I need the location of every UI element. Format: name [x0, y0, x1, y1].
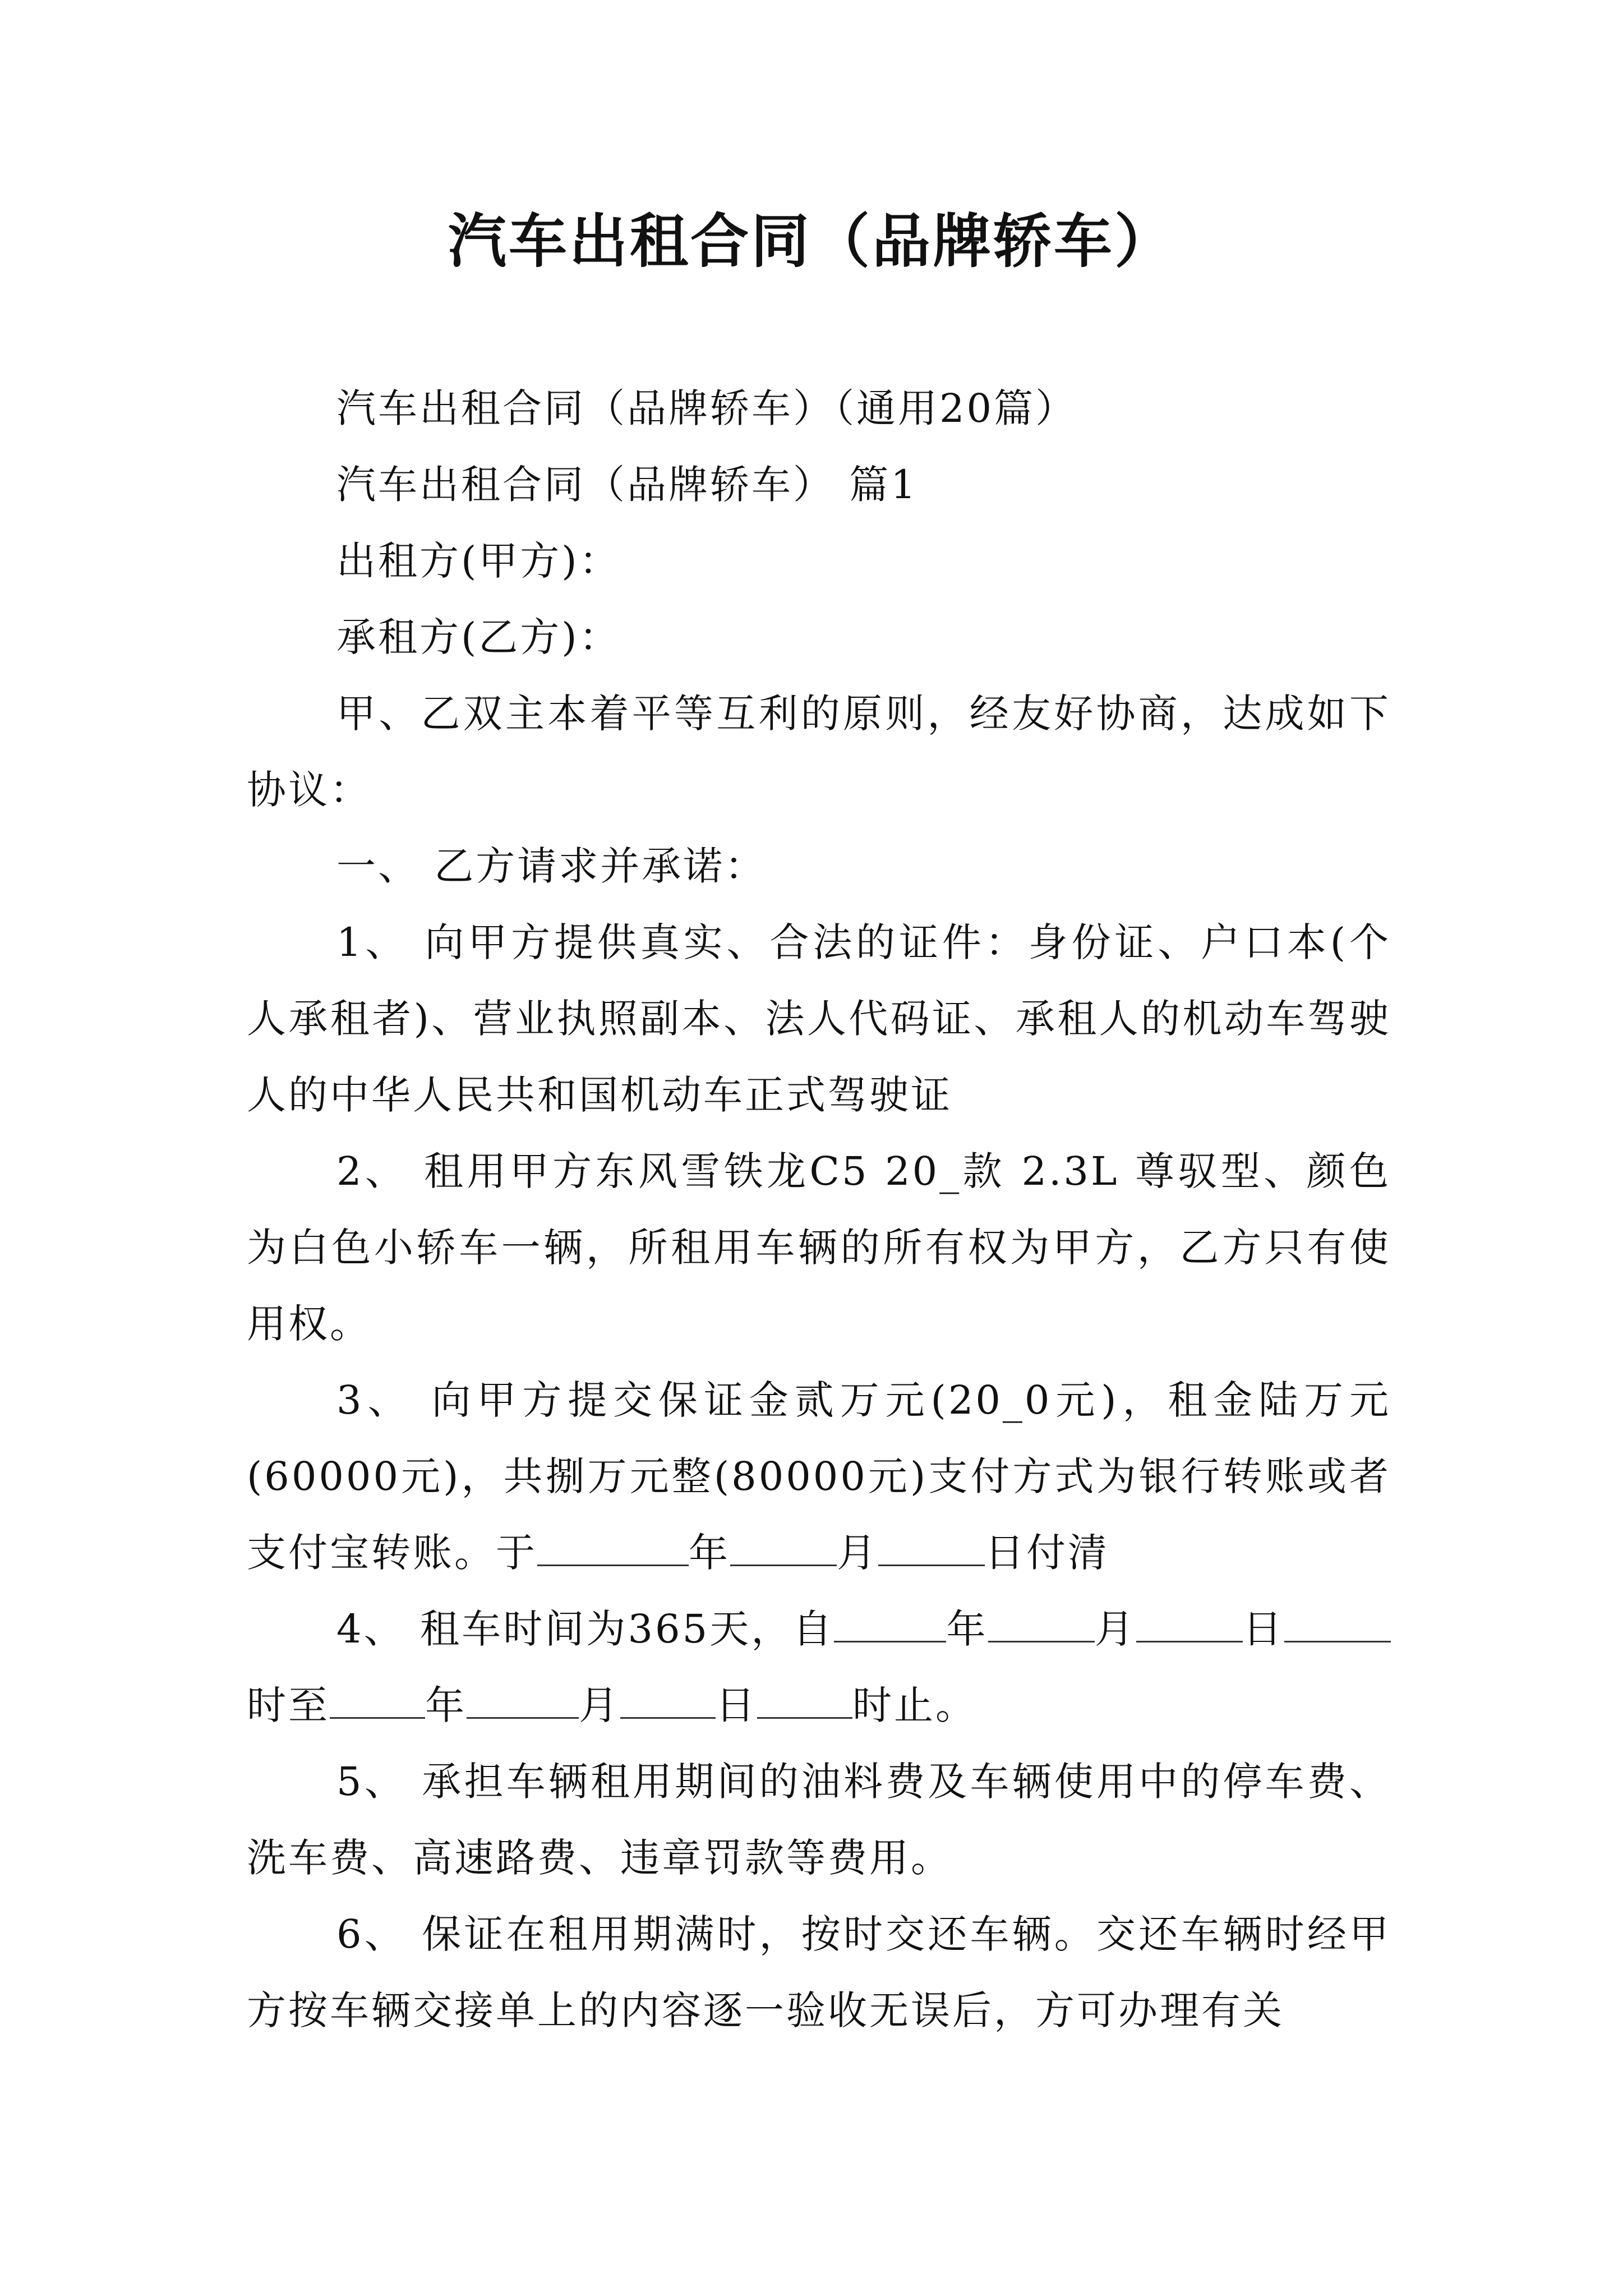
paragraph-subtitle: 汽车出租合同（品牌轿车）（通用20篇）	[336, 385, 1077, 431]
item-4-end-year: 年	[425, 1682, 467, 1728]
item-4-month: 月	[1094, 1606, 1136, 1652]
blank-start-year	[834, 1607, 946, 1642]
item-4-text: 4、 租车时间为365天，自	[336, 1606, 834, 1652]
blank-end-day	[620, 1683, 716, 1719]
item-4-hour-to: 时至	[247, 1682, 330, 1728]
paragraph-item-6: 6、 保证在租用期满时，按时交还车辆。交还车辆时经甲方按车辆交接单上的内容逐一验收无误后，方可办理有关	[247, 1911, 1391, 2033]
item-3-day: 日付清	[985, 1530, 1109, 1576]
paragraph-item-1: 1、 向甲方提供真实、合法的证件：身份证、户口本(个人承租者)、营业执照副本、法人代码证、承租人的机动车驾驶人的中华人民共和国机动车正式驾驶证	[247, 919, 1391, 1118]
document-body	[247, 370, 1391, 2049]
paragraph-clause-heading: 一、 乙方请求并承诺：	[336, 843, 767, 889]
item-4-day: 日	[1242, 1606, 1285, 1652]
item-4-year: 年	[946, 1606, 988, 1652]
blank-month	[730, 1531, 837, 1566]
blank-day	[878, 1531, 985, 1566]
item-3-year: 年	[689, 1530, 730, 1576]
item-3-month: 月	[837, 1530, 878, 1576]
paragraph-section-heading: 汽车出租合同（品牌轿车） 篇1	[336, 462, 918, 508]
paragraph-lessor: 出租方(甲方)：	[336, 538, 621, 584]
blank-start-hour	[1284, 1607, 1391, 1642]
blank-end-year	[330, 1683, 425, 1719]
document-title: 汽车出租合同（品牌轿车）	[448, 206, 1175, 275]
item-4-end-month: 月	[579, 1682, 620, 1728]
blank-end-month	[467, 1683, 579, 1719]
item-4-end-day: 日	[716, 1682, 757, 1728]
paragraph-preamble: 甲、乙双主本着平等互利的原则，经友好协商，达成如下协议：	[247, 691, 1391, 813]
paragraph-lessee: 承租方(乙方)：	[336, 614, 621, 660]
item-3-text: 3、 向甲方提交保证金贰万元(20_0元)，租金陆万元(60000元)，共捌万元整(80000元)支付方式为银行转账或者支付宝转账。于	[247, 1377, 1391, 1576]
paragraph-item-2: 2、 租用甲方东风雪铁龙C5 20_款 2.3L 尊驭型、颜色为白色小轿车一辆，所租用车辆的所有权为甲方，乙方只有使用权。	[247, 1148, 1391, 1347]
paragraph-item-4	[247, 1591, 1391, 1743]
blank-end-hour	[757, 1683, 852, 1719]
paragraph-item-5: 5、 承担车辆租用期间的油料费及车辆使用中的停车费、洗车费、高速路费、违章罚款等费用。	[247, 1759, 1391, 1881]
blank-year	[537, 1531, 689, 1566]
item-4-end: 时止。	[852, 1682, 977, 1728]
blank-start-day	[1136, 1607, 1243, 1642]
blank-start-month	[988, 1607, 1095, 1642]
paragraph-item-3	[247, 1362, 1391, 1591]
